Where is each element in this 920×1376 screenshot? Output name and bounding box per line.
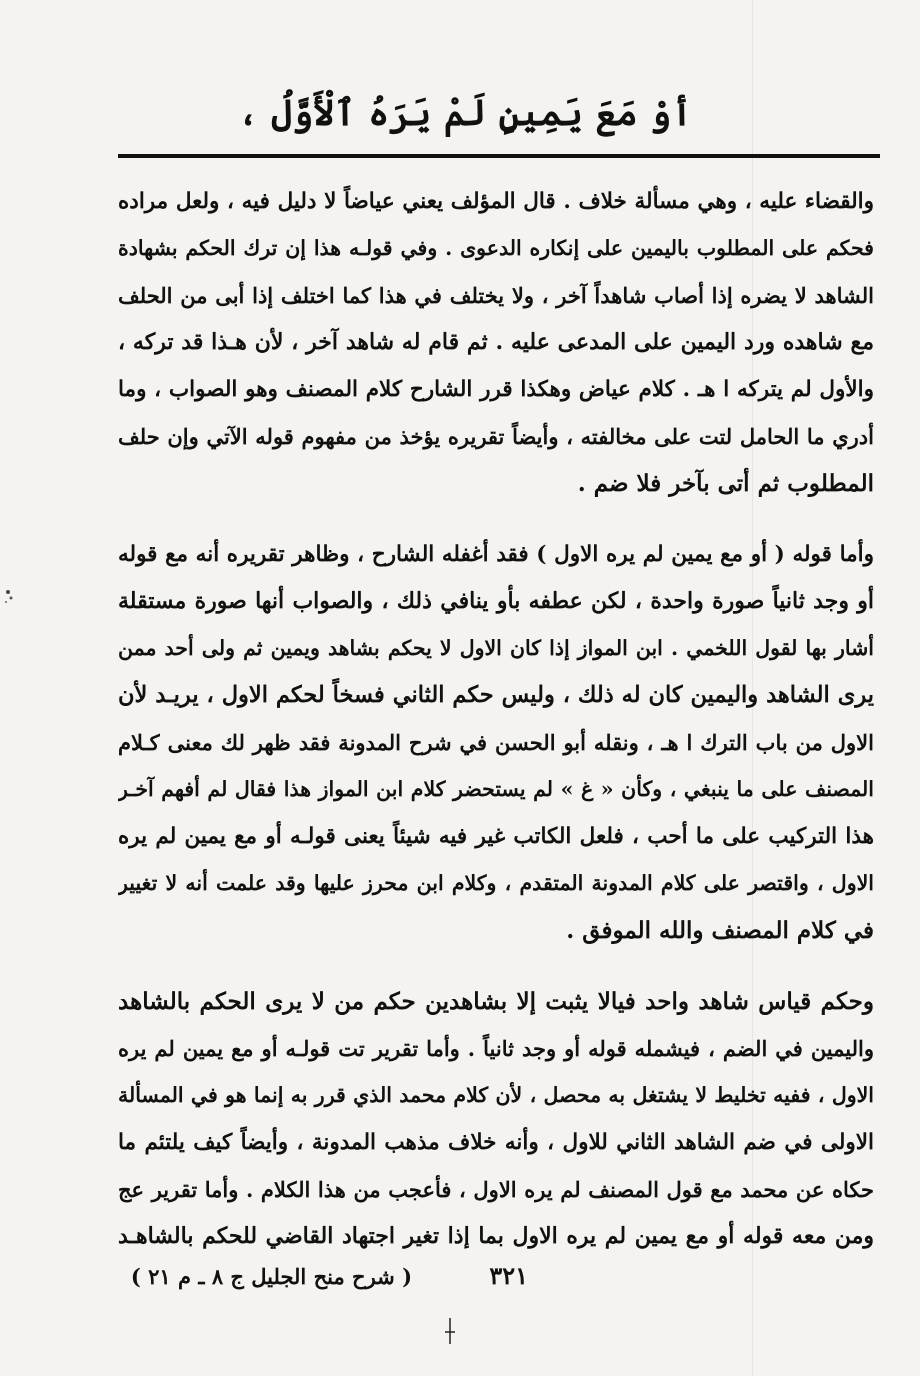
body-text — [118, 178, 874, 1260]
text-line: الاول ، ففيه تخليط لا يشتغل به محصل ، لأن كلام محمد الذي قرر به إنما هو في المسألة — [118, 1083, 874, 1107]
text-line: الاول ، واقتصر على كلام المدونة المتقدم ، وكلام ابن محرز عليها وقد علمت أنه لا تغيير — [118, 871, 874, 895]
text-line: الاولى في ضم الشاهد الثاني للاول ، وأنه خلاف مذهب المدونة ، وأيضاً كيف يلتئم ما — [118, 1130, 874, 1155]
text-line: المطلوب ثم أتى بآخر فلا ضم . — [577, 470, 874, 497]
binding-mark-icon — [443, 1318, 457, 1344]
text-line: المصنف على ما ينبغي ، وكأن « غ » لم يستحضر كلام ابن المواز هذا فقال لم أفهم آخـر — [118, 777, 874, 801]
header-rule — [118, 154, 880, 158]
text-line: والقضاء عليه ، وهي مسألة خلاف . قال المؤلف يعني عياضاً لا دليل فيه ، ولعل مراده — [118, 189, 874, 214]
text-line: والأول لم يتركه ا هـ . كلام عياض وهكذا قرر الشارح كلام المصنف وهو الصواب ، وما — [118, 377, 874, 402]
text-line: حكاه عن محمد مع قول المصنف لم يره الاول ، فأعجب من هذا الكلام . وأما تقرير عج — [118, 1177, 874, 1202]
text-line: مع شاهده ورد اليمين على المدعى عليه . ثم قام له شاهد آخر ، لأن هـذا قد تركه ، — [118, 329, 874, 355]
paragraph-gap — [118, 954, 874, 978]
text-line: في كلام المصنف والله الموفق . — [566, 917, 874, 944]
footer-reference: ( شرح منح الجليل ج ٨ ـ م ٢١ ) — [130, 1264, 413, 1289]
paragraph — [118, 531, 874, 954]
verse-header: أوْ مَعَ يَمِينٍ لَمْ يَرَهُ ٱلْأَوَّلُ ، — [237, 92, 693, 134]
text-line: أو وجد ثانياً صورة واحدة ، لكن عطفه بأو ينافي ذلك ، والصواب أنها صورة مستقلة — [118, 588, 874, 614]
text-line: الشاهد لا يضره إذا أصاب شاهداً آخر ، ولا يختلف في هذا كما اختلف إذا أبى من الحلف — [118, 283, 874, 308]
text-line: واليمين في الضم ، فيشمله قوله أو وجد ثانياً . وأما تقرير تت قولـه أو مع يمين لم يره — [118, 1036, 874, 1061]
text-line: يرى الشاهد واليمين كان له ذلك ، وليس حكم الثاني فسخاً لحكم الاول ، يريـد لأن — [118, 682, 874, 708]
page-footer — [118, 1258, 528, 1294]
text-line: ومن معه قوله أو مع يمين لم يره الاول بما إذا تغير اجتهاد القاضي للحكم بالشاهـد — [118, 1223, 874, 1249]
text-line: فحكم على المطلوب باليمين على إنكاره الدعوى . وفي قولـه هذا إن ترك الحكم بشهادة — [118, 236, 874, 260]
text-line: وحكم قياس شاهد واحد فيالا يثبت إلا بشاهدين حكم من لا يرى الحكم بالشاهد — [118, 988, 874, 1015]
text-line: أشار بها لقول اللخمي . ابن المواز إذا كان الاول لا يحكم بشاهد ويمين ثم ولى أحد ممن — [118, 636, 874, 660]
text-line: هذا التركيب على ما أحب ، فلعل الكاتب غير فيه شيئاً يعنى قولـه أو مع يمين لم يره — [118, 824, 874, 849]
scan-speck-icon — [2, 586, 16, 606]
text-line: الاول من باب الترك ا هـ ، ونقله أبو الحسن في شرح المدونة فقد ظهر لك معنى كـلام — [118, 730, 874, 755]
text-line: أدري ما الحامل لتت على مخالفته ، وأيضاً تقريره يؤخذ من مفهوم قوله الآتي وإن حلف — [118, 424, 874, 449]
page-number: ٣٢١ — [489, 1261, 528, 1290]
paragraph-gap — [118, 507, 874, 531]
text-line: وأما قوله ( أو مع يمين لم يره الاول ) فقد أغفله الشارح ، وظاهر تقريره أنه مع قوله — [118, 542, 874, 567]
paragraph — [118, 978, 874, 1260]
paragraph — [118, 178, 874, 507]
